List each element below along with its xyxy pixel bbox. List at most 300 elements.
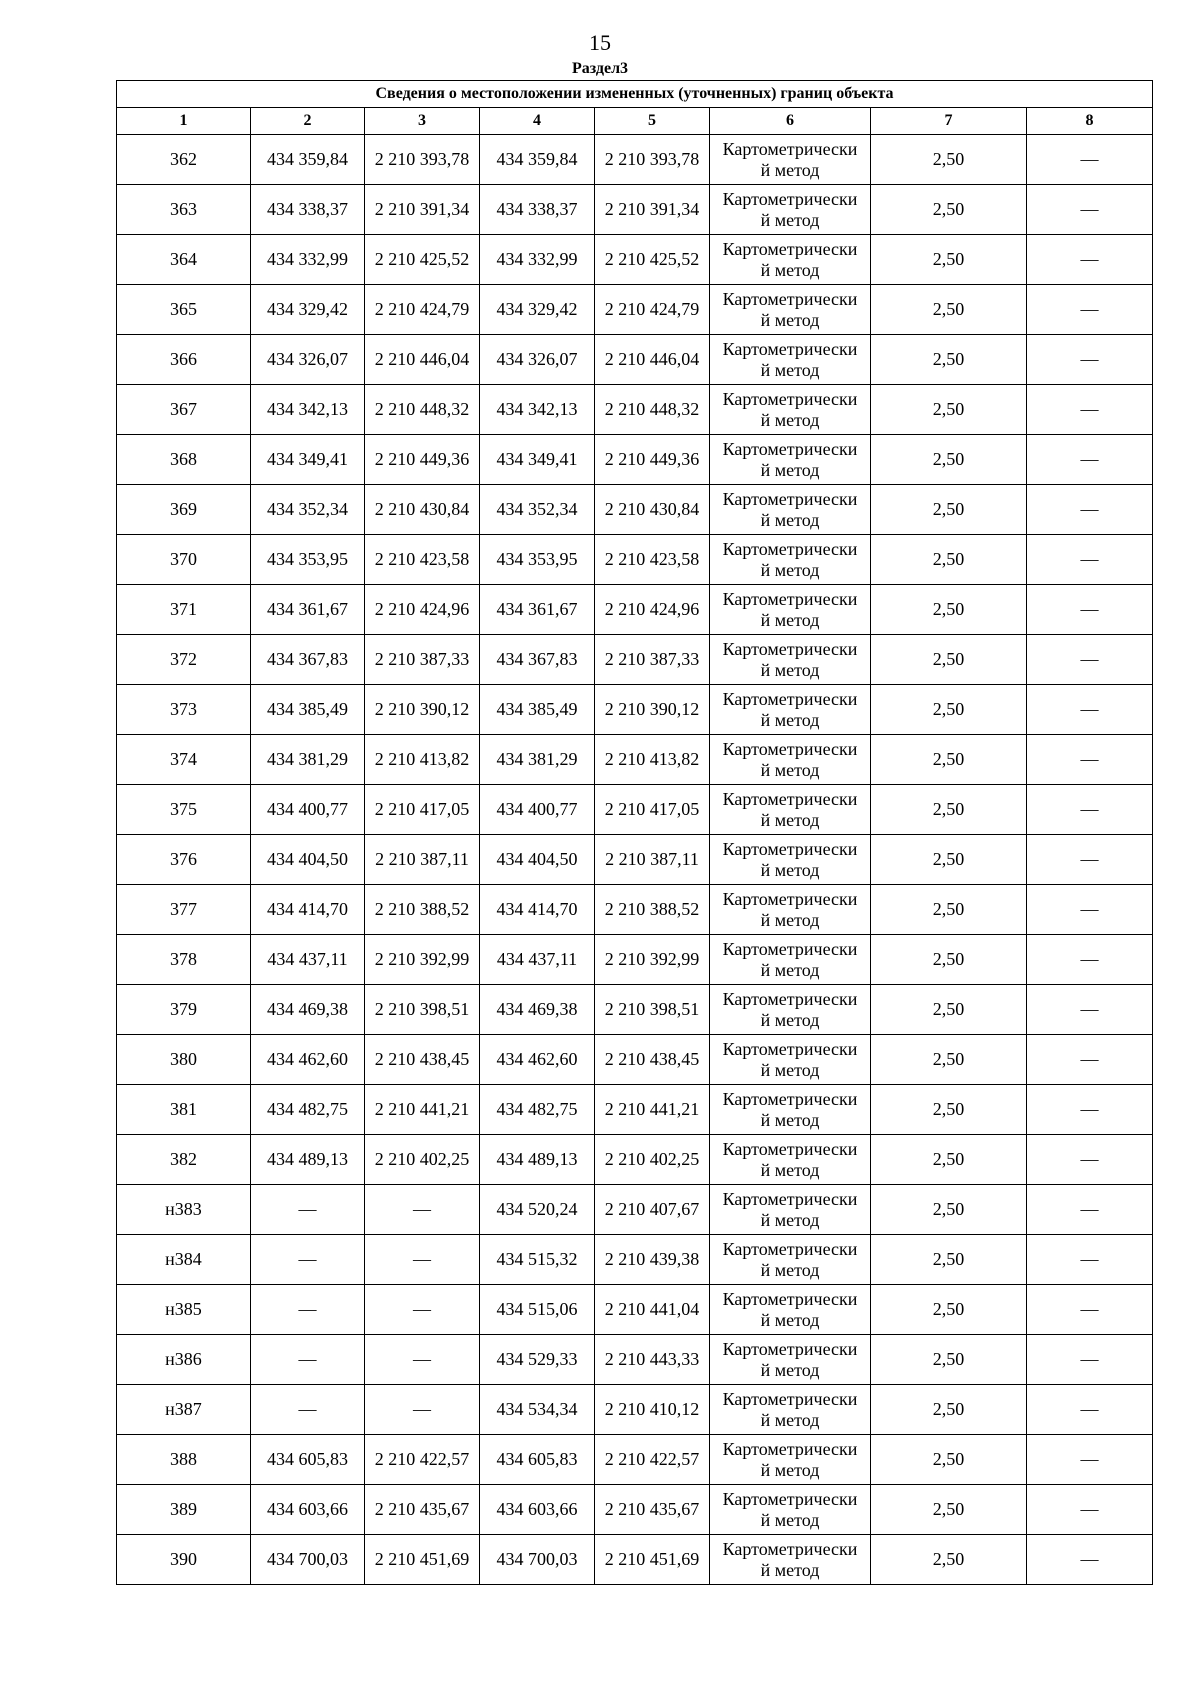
refined-y-cell: 2 210 443,33 [595, 1335, 710, 1385]
existing-x-cell: 434 400,77 [251, 785, 365, 835]
point-number-cell: 368 [117, 435, 251, 485]
table-row [117, 1535, 1153, 1585]
method-line-1: Картометрически [722, 888, 858, 909]
description-cell: — [1027, 385, 1153, 435]
existing-y-cell: — [365, 1385, 480, 1435]
refined-x-cell: 434 404,50 [480, 835, 595, 885]
method-line-2: й метод [760, 659, 820, 680]
method-line-1: Картометрически [722, 638, 858, 659]
existing-y-cell: 2 210 438,45 [365, 1035, 480, 1085]
refined-x-cell: 434 520,24 [480, 1185, 595, 1235]
existing-y-cell: 2 210 413,82 [365, 735, 480, 785]
method-line-2: й метод [760, 709, 820, 730]
method-line-1: Картометрически [722, 1088, 858, 1109]
table-row [117, 335, 1153, 385]
accuracy-cell: 2,50 [871, 135, 1027, 185]
refined-y-cell: 2 210 451,69 [595, 1535, 710, 1585]
refined-y-cell: 2 210 425,52 [595, 235, 710, 285]
existing-y-cell: — [365, 1185, 480, 1235]
method-cell [710, 285, 871, 335]
point-number-cell: 388 [117, 1435, 251, 1485]
method-cell [710, 1485, 871, 1535]
method-cell [710, 1335, 871, 1385]
method-line-2: й метод [760, 809, 820, 830]
point-number-cell: н383 [117, 1185, 251, 1235]
method-line-1: Картометрически [722, 538, 858, 559]
method-line-1: Картометрически [722, 488, 858, 509]
existing-x-cell: 434 489,13 [251, 1135, 365, 1185]
table-row [117, 635, 1153, 685]
description-cell: — [1027, 1135, 1153, 1185]
refined-y-cell: 2 210 407,67 [595, 1185, 710, 1235]
refined-y-cell: 2 210 424,79 [595, 285, 710, 335]
refined-x-cell: 434 400,77 [480, 785, 595, 835]
accuracy-cell: 2,50 [871, 1035, 1027, 1085]
refined-y-cell: 2 210 410,12 [595, 1385, 710, 1435]
table-row [117, 935, 1153, 985]
method-line-1: Картометрически [722, 1438, 858, 1459]
existing-y-cell: 2 210 446,04 [365, 335, 480, 385]
method-line-2: й метод [760, 259, 820, 280]
table-row [117, 985, 1153, 1035]
point-number-cell: 369 [117, 485, 251, 535]
refined-y-cell: 2 210 417,05 [595, 785, 710, 835]
method-line-2: й метод [760, 559, 820, 580]
table-row [117, 1335, 1153, 1385]
refined-y-cell: 2 210 441,21 [595, 1085, 710, 1135]
accuracy-cell: 2,50 [871, 535, 1027, 585]
point-number-cell: 374 [117, 735, 251, 785]
refined-x-cell: 434 329,42 [480, 285, 595, 335]
method-cell [710, 985, 871, 1035]
accuracy-cell: 2,50 [871, 785, 1027, 835]
existing-x-cell: — [251, 1335, 365, 1385]
existing-x-cell: 434 342,13 [251, 385, 365, 435]
column-number: 3 [365, 108, 480, 135]
method-line-2: й метод [760, 1459, 820, 1480]
table-row [117, 1135, 1153, 1185]
method-line-1: Картометрически [722, 688, 858, 709]
method-cell [710, 535, 871, 585]
point-number-cell: 379 [117, 985, 251, 1035]
table-row [117, 285, 1153, 335]
method-line-2: й метод [760, 1009, 820, 1030]
refined-y-cell: 2 210 424,96 [595, 585, 710, 635]
method-line-2: й метод [760, 859, 820, 880]
accuracy-cell: 2,50 [871, 1535, 1027, 1585]
refined-y-cell: 2 210 390,12 [595, 685, 710, 735]
refined-x-cell: 434 381,29 [480, 735, 595, 785]
method-cell [710, 635, 871, 685]
method-line-2: й метод [760, 159, 820, 180]
existing-x-cell: — [251, 1285, 365, 1335]
column-number: 2 [251, 108, 365, 135]
accuracy-cell: 2,50 [871, 985, 1027, 1035]
method-line-1: Картометрически [722, 1138, 858, 1159]
accuracy-cell: 2,50 [871, 885, 1027, 935]
description-cell: — [1027, 1235, 1153, 1285]
method-line-1: Картометрически [722, 588, 858, 609]
existing-y-cell: 2 210 402,25 [365, 1135, 480, 1185]
accuracy-cell: 2,50 [871, 1335, 1027, 1385]
table-row [117, 835, 1153, 885]
point-number-cell: 364 [117, 235, 251, 285]
refined-y-cell: 2 210 449,36 [595, 435, 710, 485]
method-line-2: й метод [760, 1109, 820, 1130]
accuracy-cell: 2,50 [871, 1435, 1027, 1485]
description-cell: — [1027, 635, 1153, 685]
existing-x-cell: 434 361,67 [251, 585, 365, 635]
refined-y-cell: 2 210 387,11 [595, 835, 710, 885]
point-number-cell: 362 [117, 135, 251, 185]
column-number: 5 [595, 108, 710, 135]
refined-y-cell: 2 210 430,84 [595, 485, 710, 535]
description-cell: — [1027, 435, 1153, 485]
method-line-2: й метод [760, 459, 820, 480]
existing-y-cell: — [365, 1235, 480, 1285]
method-cell [710, 935, 871, 985]
method-line-1: Картометрически [722, 988, 858, 1009]
existing-x-cell: 434 482,75 [251, 1085, 365, 1135]
refined-y-cell: 2 210 393,78 [595, 135, 710, 185]
refined-y-cell: 2 210 388,52 [595, 885, 710, 935]
table-row [117, 185, 1153, 235]
description-cell: — [1027, 1535, 1153, 1585]
refined-y-cell: 2 210 435,67 [595, 1485, 710, 1535]
existing-y-cell: 2 210 435,67 [365, 1485, 480, 1535]
point-number-cell: 373 [117, 685, 251, 735]
method-line-1: Картометрически [722, 438, 858, 459]
table-row [117, 735, 1153, 785]
table-caption: Сведения о местоположении измененных (уточненных) границ объекта [117, 81, 1153, 108]
method-line-2: й метод [760, 509, 820, 530]
accuracy-cell: 2,50 [871, 1185, 1027, 1235]
refined-x-cell: 434 353,95 [480, 535, 595, 585]
refined-y-cell: 2 210 446,04 [595, 335, 710, 385]
column-number: 6 [710, 108, 871, 135]
accuracy-cell: 2,50 [871, 285, 1027, 335]
table-row [117, 1185, 1153, 1235]
refined-y-cell: 2 210 448,32 [595, 385, 710, 435]
refined-x-cell: 434 462,60 [480, 1035, 595, 1085]
point-number-cell: 371 [117, 585, 251, 635]
description-cell: — [1027, 1185, 1153, 1235]
accuracy-cell: 2,50 [871, 185, 1027, 235]
existing-x-cell: 434 349,41 [251, 435, 365, 485]
existing-x-cell: 434 326,07 [251, 335, 365, 385]
method-cell [710, 885, 871, 935]
accuracy-cell: 2,50 [871, 585, 1027, 635]
existing-x-cell: 434 700,03 [251, 1535, 365, 1585]
refined-y-cell: 2 210 398,51 [595, 985, 710, 1035]
point-number-cell: 378 [117, 935, 251, 985]
description-cell: — [1027, 835, 1153, 885]
existing-y-cell: 2 210 392,99 [365, 935, 480, 985]
refined-y-cell: 2 210 423,58 [595, 535, 710, 585]
description-cell: — [1027, 985, 1153, 1035]
existing-x-cell: — [251, 1235, 365, 1285]
description-cell: — [1027, 235, 1153, 285]
point-number-cell: 390 [117, 1535, 251, 1585]
existing-y-cell: — [365, 1285, 480, 1335]
table-row [117, 435, 1153, 485]
refined-y-cell: 2 210 441,04 [595, 1285, 710, 1335]
table-row [117, 585, 1153, 635]
point-number-cell: 389 [117, 1485, 251, 1535]
point-number-cell: 375 [117, 785, 251, 835]
existing-y-cell: 2 210 430,84 [365, 485, 480, 535]
method-cell [710, 1235, 871, 1285]
point-number-cell: 366 [117, 335, 251, 385]
accuracy-cell: 2,50 [871, 1235, 1027, 1285]
table-row [117, 1385, 1153, 1435]
existing-x-cell: 434 332,99 [251, 235, 365, 285]
method-cell [710, 1535, 871, 1585]
existing-y-cell: 2 210 388,52 [365, 885, 480, 935]
method-line-2: й метод [760, 609, 820, 630]
refined-y-cell: 2 210 439,38 [595, 1235, 710, 1285]
point-number-cell: 365 [117, 285, 251, 335]
method-line-1: Картометрически [722, 1338, 858, 1359]
existing-x-cell: — [251, 1385, 365, 1435]
refined-x-cell: 434 332,99 [480, 235, 595, 285]
refined-y-cell: 2 210 422,57 [595, 1435, 710, 1485]
description-cell: — [1027, 685, 1153, 735]
existing-y-cell: 2 210 441,21 [365, 1085, 480, 1135]
method-cell [710, 385, 871, 435]
table-row [117, 885, 1153, 935]
existing-y-cell: 2 210 390,12 [365, 685, 480, 735]
column-number: 4 [480, 108, 595, 135]
refined-x-cell: 434 338,37 [480, 185, 595, 235]
description-cell: — [1027, 585, 1153, 635]
table-row [117, 385, 1153, 435]
existing-y-cell: 2 210 417,05 [365, 785, 480, 835]
method-line-1: Картометрически [722, 188, 858, 209]
column-number: 7 [871, 108, 1027, 135]
accuracy-cell: 2,50 [871, 685, 1027, 735]
method-line-1: Картометрически [722, 738, 858, 759]
existing-x-cell: 434 437,11 [251, 935, 365, 985]
method-line-1: Картометрически [722, 1388, 858, 1409]
table-row [117, 685, 1153, 735]
method-cell [710, 585, 871, 635]
point-number-cell: 372 [117, 635, 251, 685]
method-cell [710, 1135, 871, 1185]
point-number-cell: 376 [117, 835, 251, 885]
existing-x-cell: 434 404,50 [251, 835, 365, 885]
existing-y-cell: 2 210 448,32 [365, 385, 480, 435]
method-line-1: Картометрически [722, 388, 858, 409]
description-cell: — [1027, 935, 1153, 985]
description-cell: — [1027, 135, 1153, 185]
method-line-2: й метод [760, 409, 820, 430]
method-cell [710, 1085, 871, 1135]
table-row [117, 1235, 1153, 1285]
table-row [117, 785, 1153, 835]
method-line-2: й метод [760, 1559, 820, 1580]
method-line-1: Картометрически [722, 1288, 858, 1309]
point-number-cell: н387 [117, 1385, 251, 1435]
method-line-2: й метод [760, 209, 820, 230]
refined-y-cell: 2 210 391,34 [595, 185, 710, 235]
refined-x-cell: 434 534,34 [480, 1385, 595, 1435]
method-cell [710, 685, 871, 735]
refined-y-cell: 2 210 402,25 [595, 1135, 710, 1185]
method-line-1: Картометрически [722, 238, 858, 259]
point-number-cell: н386 [117, 1335, 251, 1385]
accuracy-cell: 2,50 [871, 735, 1027, 785]
description-cell: — [1027, 885, 1153, 935]
accuracy-cell: 2,50 [871, 1385, 1027, 1435]
method-line-1: Картометрически [722, 938, 858, 959]
existing-y-cell: 2 210 398,51 [365, 985, 480, 1035]
refined-x-cell: 434 385,49 [480, 685, 595, 735]
method-line-1: Картометрически [722, 1238, 858, 1259]
refined-x-cell: 434 437,11 [480, 935, 595, 985]
description-cell: — [1027, 285, 1153, 335]
refined-x-cell: 434 700,03 [480, 1535, 595, 1585]
refined-y-cell: 2 210 387,33 [595, 635, 710, 685]
table-body [117, 135, 1153, 1585]
refined-x-cell: 434 359,84 [480, 135, 595, 185]
method-cell [710, 235, 871, 285]
method-line-1: Картометрически [722, 788, 858, 809]
table-row [117, 1435, 1153, 1485]
accuracy-cell: 2,50 [871, 1485, 1027, 1535]
table-row [117, 485, 1153, 535]
table-row [117, 1035, 1153, 1085]
description-cell: — [1027, 1035, 1153, 1085]
existing-y-cell: 2 210 423,58 [365, 535, 480, 585]
existing-y-cell: 2 210 387,33 [365, 635, 480, 685]
method-line-1: Картометрически [722, 138, 858, 159]
existing-y-cell: 2 210 387,11 [365, 835, 480, 885]
method-cell [710, 135, 871, 185]
refined-x-cell: 434 515,32 [480, 1235, 595, 1285]
method-line-1: Картометрически [722, 1038, 858, 1059]
method-cell [710, 1435, 871, 1485]
method-line-2: й метод [760, 1309, 820, 1330]
method-line-1: Картометрически [722, 1488, 858, 1509]
method-line-2: й метод [760, 1059, 820, 1080]
existing-x-cell: — [251, 1185, 365, 1235]
accuracy-cell: 2,50 [871, 235, 1027, 285]
method-cell [710, 185, 871, 235]
refined-y-cell: 2 210 392,99 [595, 935, 710, 985]
refined-x-cell: 434 414,70 [480, 885, 595, 935]
refined-x-cell: 434 349,41 [480, 435, 595, 485]
method-line-2: й метод [760, 1209, 820, 1230]
existing-y-cell: 2 210 391,34 [365, 185, 480, 235]
table-row [117, 1485, 1153, 1535]
description-cell: — [1027, 1485, 1153, 1535]
table-row [117, 1285, 1153, 1335]
method-line-1: Картометрически [722, 288, 858, 309]
accuracy-cell: 2,50 [871, 1285, 1027, 1335]
existing-y-cell: 2 210 393,78 [365, 135, 480, 185]
existing-x-cell: 434 359,84 [251, 135, 365, 185]
description-cell: — [1027, 335, 1153, 385]
refined-y-cell: 2 210 413,82 [595, 735, 710, 785]
method-line-2: й метод [760, 959, 820, 980]
coordinates-table [116, 80, 1153, 1585]
method-line-2: й метод [760, 1259, 820, 1280]
existing-x-cell: 434 462,60 [251, 1035, 365, 1085]
section-title: Раздел3 [571, 60, 629, 77]
refined-x-cell: 434 482,75 [480, 1085, 595, 1135]
refined-x-cell: 434 352,34 [480, 485, 595, 535]
accuracy-cell: 2,50 [871, 935, 1027, 985]
accuracy-cell: 2,50 [871, 1135, 1027, 1185]
refined-x-cell: 434 605,83 [480, 1435, 595, 1485]
point-number-cell: 370 [117, 535, 251, 585]
existing-y-cell: 2 210 425,52 [365, 235, 480, 285]
existing-x-cell: 434 367,83 [251, 635, 365, 685]
point-number-cell: 367 [117, 385, 251, 435]
accuracy-cell: 2,50 [871, 385, 1027, 435]
method-cell [710, 735, 871, 785]
method-line-2: й метод [760, 359, 820, 380]
table-row [117, 135, 1153, 185]
accuracy-cell: 2,50 [871, 1085, 1027, 1135]
accuracy-cell: 2,50 [871, 335, 1027, 385]
refined-x-cell: 434 342,13 [480, 385, 595, 435]
method-cell [710, 1285, 871, 1335]
description-cell: — [1027, 785, 1153, 835]
point-number-cell: 380 [117, 1035, 251, 1085]
method-cell [710, 485, 871, 535]
existing-y-cell: 2 210 451,69 [365, 1535, 480, 1585]
description-cell: — [1027, 1435, 1153, 1485]
method-line-2: й метод [760, 1159, 820, 1180]
existing-x-cell: 434 381,29 [251, 735, 365, 785]
method-cell [710, 335, 871, 385]
point-number-cell: н384 [117, 1235, 251, 1285]
method-line-2: й метод [760, 1359, 820, 1380]
point-number-cell: 363 [117, 185, 251, 235]
refined-x-cell: 434 515,06 [480, 1285, 595, 1335]
description-cell: — [1027, 1335, 1153, 1385]
method-cell [710, 835, 871, 885]
method-line-2: й метод [760, 1409, 820, 1430]
accuracy-cell: 2,50 [871, 485, 1027, 535]
description-cell: — [1027, 185, 1153, 235]
method-line-2: й метод [760, 309, 820, 330]
existing-x-cell: 434 603,66 [251, 1485, 365, 1535]
existing-y-cell: — [365, 1335, 480, 1385]
method-line-1: Картометрически [722, 338, 858, 359]
existing-y-cell: 2 210 422,57 [365, 1435, 480, 1485]
page-number: 15 [589, 30, 611, 55]
method-cell [710, 1035, 871, 1085]
table-caption-row [117, 81, 1153, 108]
column-number: 1 [117, 108, 251, 135]
method-cell [710, 1385, 871, 1435]
existing-x-cell: 434 385,49 [251, 685, 365, 735]
point-number-cell: 377 [117, 885, 251, 935]
description-cell: — [1027, 535, 1153, 585]
existing-y-cell: 2 210 424,96 [365, 585, 480, 635]
description-cell: — [1027, 485, 1153, 535]
existing-x-cell: 434 414,70 [251, 885, 365, 935]
method-line-1: Картометрически [722, 1188, 858, 1209]
point-number-cell: 381 [117, 1085, 251, 1135]
existing-x-cell: 434 338,37 [251, 185, 365, 235]
method-cell [710, 1185, 871, 1235]
description-cell: — [1027, 1385, 1153, 1435]
method-cell [710, 785, 871, 835]
